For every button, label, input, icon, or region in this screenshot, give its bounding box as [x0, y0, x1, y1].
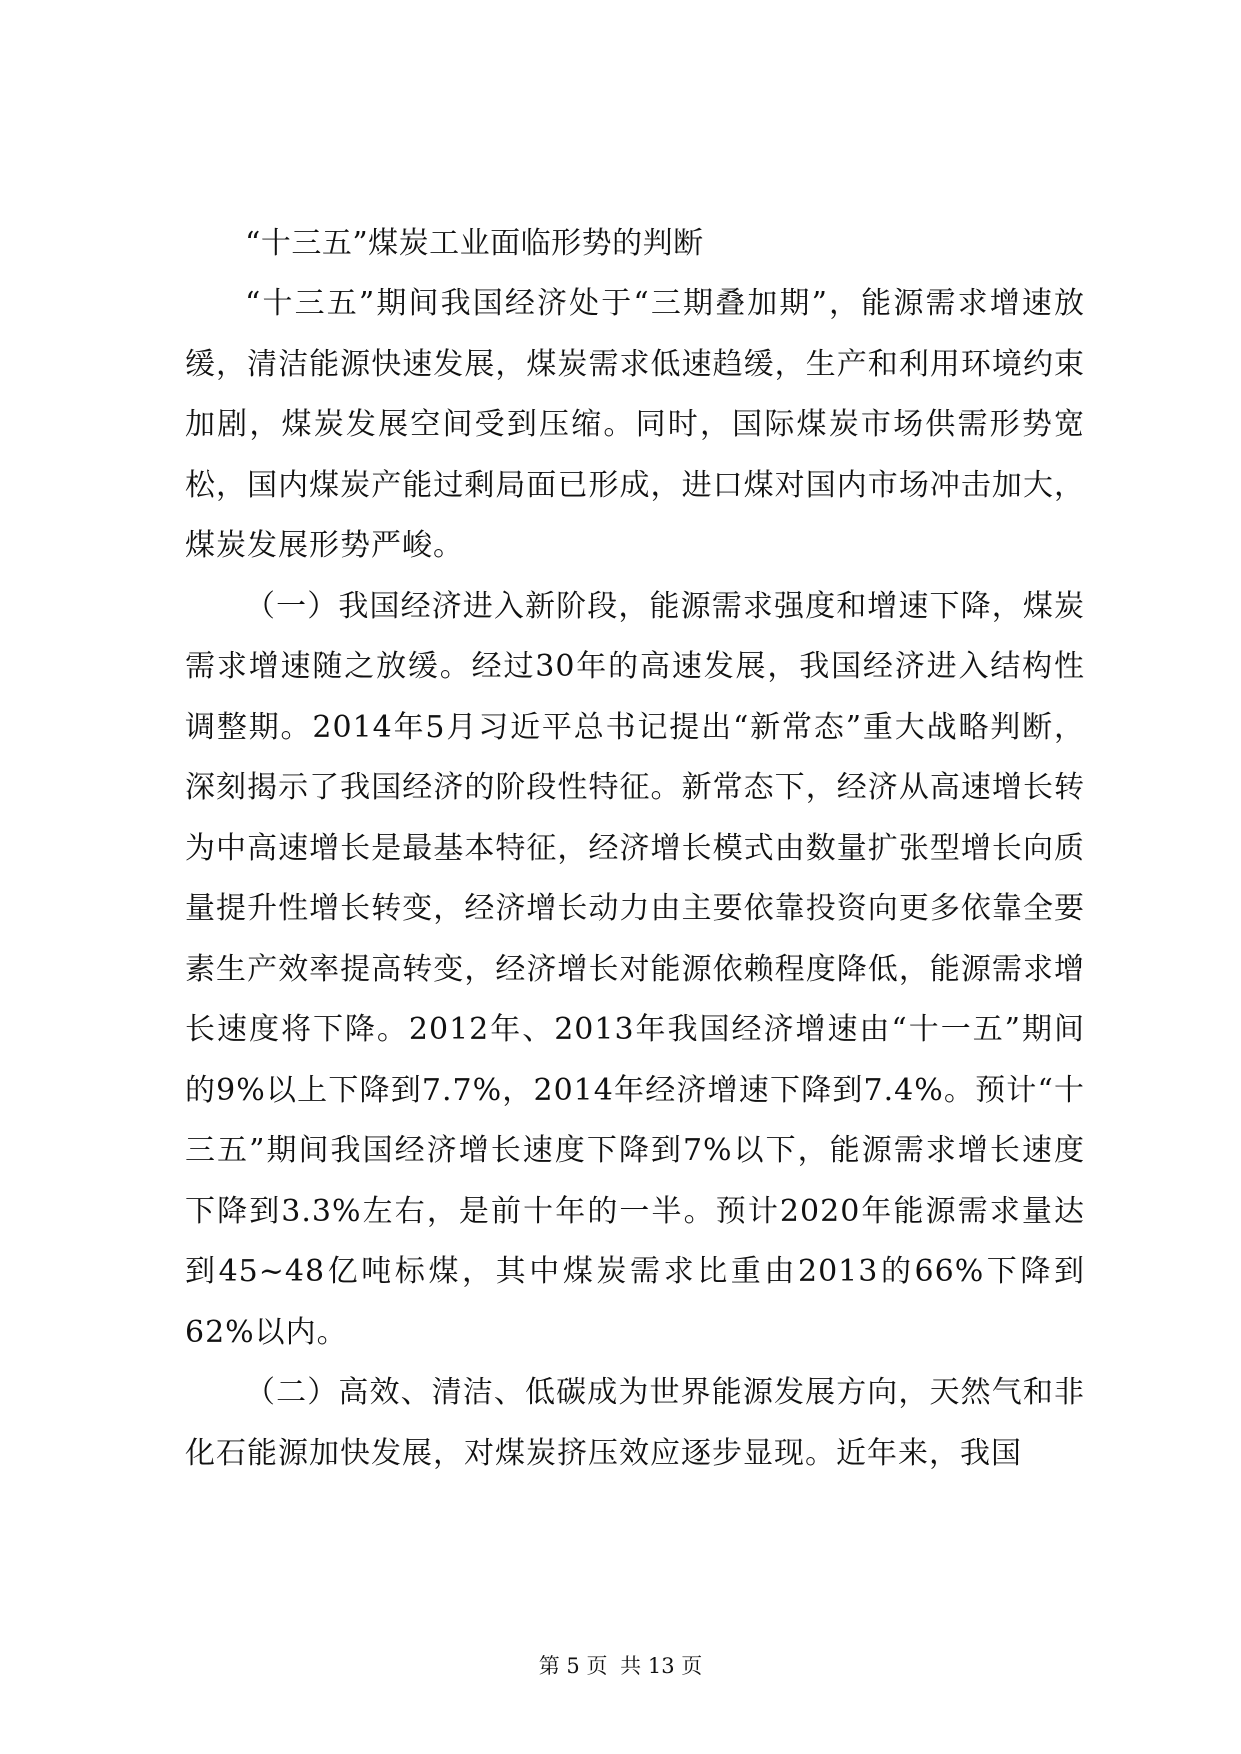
paragraph-section-1: （一）我国经济进入新阶段，能源需求强度和增速下降，煤炭需求增速随之放缓。经过30年的高速发展，我国经济进入结构性调整期。2014年5月习近平总书记提出“新常态”重大战略判断，深刻揭示了我国经济的阶段性特征。新常态下，经济从高速增长转为中高速增长是最基本特征，经济增长模式由数量扩张型增长向质量提升性增长转变，经济增长动力由主要依靠投资向更多依靠全要素生产效率提高转变，经济增长对能源依赖程度降低，能源需求增长速度将下降。2012年、2013年我国经济增速由“十一五”期间的9%以上下降到7.7%，2014年经济增速下降到7.4%。预计“十三五”期间我国经济增长速度下降到7%以下，能源需求增长速度下降到3.3%左右，是前十年的一半。预计2020年能源需求量达到45~48亿吨标煤，其中煤炭需求比重由2013的66%下降到62%以内。: [185, 588, 1085, 1350]
page-total: 共 13 页: [620, 1654, 703, 1678]
paragraph-section-2: （二）高效、清洁、低碳成为世界能源发展方向，天然气和非化石能源加快发展，对煤炭挤压效应逐步显现。近年来，我国: [185, 1375, 1085, 1471]
page-footer: [0, 1651, 1241, 1681]
paragraph-intro: “十三五”期间我国经济处于“三期叠加期”，能源需求增速放缓，清洁能源快速发展，煤炭需求低速趋缓，生产和利用环境约束加剧，煤炭发展空间受到压缩。同时，国际煤炭市场供需形势宽松，国内煤炭产能过剩局面已形成，进口煤对国内市场冲击加大，煤炭发展形势严峻。: [185, 286, 1085, 563]
document-body: [185, 214, 1085, 1484]
page-number: 第 5 页: [538, 1654, 608, 1678]
document-title: “十三五”煤炭工业面临形势的判断: [245, 226, 704, 261]
